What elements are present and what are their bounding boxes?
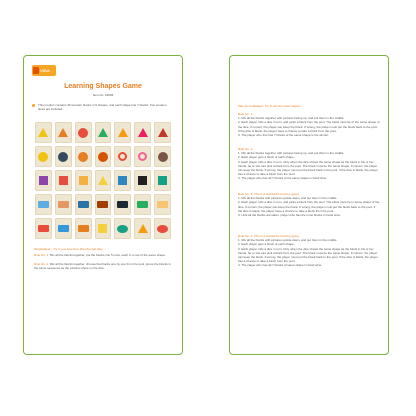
rule-line: 2. Each player gets a block of each shape. [238,155,295,160]
picture-tile [134,218,151,239]
rule-label: Rule No. 3: This is a wonderful memory game. [238,192,300,196]
sun-icon [38,152,48,162]
phone-icon [117,201,128,208]
rule-line: 3. Each player rolls a dice in turn. Only when the dice shows the same shape as the block in his or her hands, he or she can pick a block from the pool. The block must be the same shape. If correct, the player can keep the block. If wrong, the player must put the block back in the pool. If the dice is blank, the player has a chance to take a block from the pool. [238,159,378,177]
page-title: Learning Shapes Game [64,83,142,90]
picture-tile [154,122,171,143]
picture-tile [134,122,151,143]
rule-label: Rule No. 2: [238,147,254,151]
donut-icon [138,152,147,161]
single-rule-1 [34,253,172,257]
picture-tile [114,194,131,215]
picture-tile [154,146,171,167]
volcano-icon [158,128,168,137]
picture-tile [75,194,92,215]
picture-tile [134,146,151,167]
multi-rule-3 [238,192,380,217]
envelope-icon [157,201,168,208]
mirror-icon [117,225,128,233]
picture-tile [55,194,72,215]
picture-tile [55,146,72,167]
picture-tile [134,170,151,191]
logo-mark-icon [33,67,39,74]
rule-line: 2. Each player rolls a dice in turn, and picks a block from the pool. The block must be of the same shape of the dice. If correct, the player can keep the block. If wrong, the player must put the block back to the pool. If the dice is blank, the player have a chance to take a block from the pool. [238,120,380,133]
picture-tile [154,194,171,215]
rule-line: 4. The player who has all 7 blocks of the same shape in hand wins. [238,176,327,181]
item-number: Item No. 44506 [92,93,114,97]
picture-grid [35,122,171,239]
picture-tile [55,170,72,191]
picture-tile [55,218,72,239]
picture-tile [75,146,92,167]
tablet-icon [118,176,127,185]
rule-line: 3. The player who first has 7 blocks of the same shape is the winner. [238,133,329,138]
picture-tile [114,218,131,239]
rule-line: 3. Until all the blocks are taken, player who has the most blocks in hand wins. [238,213,341,218]
cup-icon [98,224,107,233]
door-icon [97,201,108,208]
cake-icon [79,176,88,185]
picture-tile [35,170,52,191]
picture-tile [75,170,92,191]
logo-text: VIGA [40,68,50,73]
rule-line: 4. The player who has all 7 blocks of same shape in hand wins. [238,263,322,268]
single-player-heading: Singleplayer - Try to use less time than the last play [34,247,103,251]
lollipop-icon [138,128,148,137]
rule-line: 1. Mix all the blocks with pictures upside down, and put them in the middle. [238,196,338,201]
picture-tile [35,218,52,239]
picture-tile [35,194,52,215]
button-icon [158,152,168,162]
book-icon [78,201,89,208]
tile-icon [158,176,167,185]
bullet-icon [32,104,35,107]
brand-logo [32,65,56,76]
picture-icon [58,225,69,232]
rule-line: 2. Each player rolls a dice in turn, and picks a block from the pool. The block must be in same shape of the dice. If correct, the player can keep the block. If wrong, the player must put the block back to the pool. If the dice is blank, the player have a chance to take a block from the pool. [238,200,380,213]
rule-line: 1. Mix all the blocks together with pictures facing up, and put them in the middle. [238,151,345,156]
picture-tile [114,122,131,143]
single-rule-2 [34,262,172,270]
frame-icon [39,176,48,185]
picture-tile [35,146,52,167]
card-icon [38,201,49,208]
basketball-icon [78,152,88,162]
multiplayer-heading: Play by multiplayer: Try to win the other players [238,104,301,108]
rule-label: Rule No. 1: [238,112,254,116]
picture-tile [114,170,131,191]
cone-icon [58,128,68,137]
picture-tile [154,170,171,191]
ball-icon [78,128,88,138]
bread-icon [58,201,69,208]
rule-line: 2. Each player gets a block of each shape. [238,242,295,247]
pizza-icon [118,128,128,137]
picture-tile [134,194,151,215]
picture-tile [95,218,112,239]
multi-rule-2 [238,147,380,181]
picture-tile [35,122,52,143]
picture-tile [95,194,112,215]
picture-tile [95,146,112,167]
left-page [23,55,183,355]
pot-icon [157,225,168,233]
rule-line: 1. Mix all the blocks together with pictures facing up, and put them in the middle. [238,116,345,121]
rule-label: Rule No. 2: [34,262,50,266]
intro-text [38,103,170,111]
rule-text: Mix all the blocks together, choose the blocks one by one from the pool, group the blocks in the same sequence as the pictures show on the dice. [34,262,171,270]
map-icon [137,201,148,208]
chessboard-icon [138,176,147,185]
rule-label: Rule No. 1: [34,253,50,257]
gift-icon [59,176,68,185]
rule-text: Mix all the blocks together, put the blocks into 5 rows, each in a row of the same shape. [49,253,166,257]
bag-icon [78,225,89,232]
cookie-icon [98,152,108,162]
basket-icon [38,225,49,232]
picture-tile [55,122,72,143]
picture-tile [154,218,171,239]
cheese-icon [98,176,108,185]
lifebuoy-icon [118,152,127,161]
clock-icon [58,152,68,162]
tree-icon [98,128,108,137]
multi-rule-4 [238,234,380,268]
multi-rule-1 [238,112,380,137]
picture-tile [75,218,92,239]
rule-line: 3. Each player rolls a dice in turn. Only when the dice shows the same shape as the block in his or her hands, he or she can pick a block from the pool. The block must be the same shape. If correct, the player can keep the block. If wrong, the player must put the block back to the pool. If the dice is blank, the player has a chance to take a block from the pool. [238,246,378,264]
rule-label: Rule No. 4: This is a wonderful memory game. [238,234,300,238]
picture-tile [114,146,131,167]
picture-tile [75,122,92,143]
right-page [229,55,389,355]
picture-tile [95,122,112,143]
lamp-icon [138,224,148,233]
picture-tile [95,170,112,191]
triangle-icon [38,128,48,137]
intro-paragraph: This product contains 35 wooden blocks in 5 shapes, and each shape has 7 blocks. Two wooden dices are included. [38,103,167,111]
rule-line: 1. Mix all the blocks with pictures upside down, and put them in the middle. [238,238,338,243]
